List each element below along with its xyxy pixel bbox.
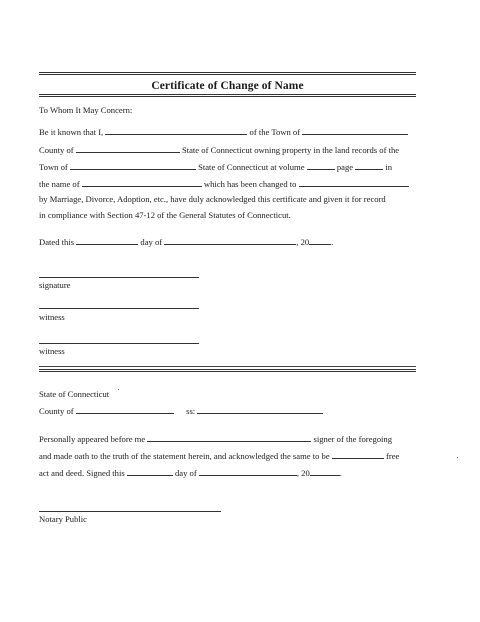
line-personally-appeared <box>39 432 392 445</box>
signed-year-field[interactable] <box>310 466 340 476</box>
line-made-oath <box>39 449 399 462</box>
text-town-of: Town of <box>39 162 68 172</box>
text-notary-county-of: County of <box>39 406 74 416</box>
appeared-name-field[interactable] <box>147 432 311 442</box>
notary-public-label: Notary Public <box>39 514 87 524</box>
notary-county-field[interactable] <box>76 404 174 414</box>
line-notary-county <box>39 404 323 417</box>
salutation: To Whom It May Concern: <box>39 105 133 115</box>
text-personally-appeared: Personally appeared before me <box>39 434 146 444</box>
dated-month-field[interactable] <box>164 235 296 245</box>
text-of-the-town-of: of the Town of <box>249 127 301 137</box>
witness-label-1: witness <box>39 312 65 322</box>
line-act-and-deed <box>39 466 342 479</box>
text-day-of: day of <box>140 237 163 247</box>
text-page: page <box>336 162 354 172</box>
text-made-oath: and made oath to the truth of the statement herein, and acknowledged the same to be <box>39 451 330 461</box>
signed-month-field[interactable] <box>199 466 297 476</box>
witness-label-2: witness <box>39 346 65 356</box>
notary-state: State of Connecticut <box>39 389 110 399</box>
scan-speck-2 <box>457 457 458 458</box>
text-notary-period: . <box>339 468 342 478</box>
county-field[interactable] <box>76 143 180 153</box>
signature-label: signature <box>39 280 71 290</box>
witness-line-1[interactable] <box>39 308 199 309</box>
former-name-field[interactable] <box>82 177 202 187</box>
text-notary-day-of: day of <box>175 468 197 478</box>
text-ss: ss: <box>186 406 196 416</box>
line-county <box>39 143 399 156</box>
top-double-rule <box>39 72 416 75</box>
signed-day-field[interactable] <box>127 466 173 476</box>
text-changed-to: which has been changed to <box>203 179 297 189</box>
notary-rule-top <box>39 366 416 367</box>
text-owning-property: State of Connecticut owning property in the land records of the <box>181 145 400 155</box>
text-county-of: County of <box>39 145 74 155</box>
town-field[interactable] <box>302 125 408 135</box>
volume-field[interactable] <box>307 160 335 170</box>
text-the-name-of: the name of <box>39 179 80 189</box>
line-name-changed <box>39 177 409 190</box>
line-compliance: in compliance with Section 47-12 of the General Statutes of Connecticut. <box>39 210 291 220</box>
text-notary-comma-20: , 20 <box>296 468 310 478</box>
dated-day-field[interactable] <box>76 235 138 245</box>
line-town-volume <box>39 160 392 173</box>
signature-line[interactable] <box>39 277 199 278</box>
document-title: Certificate of Change of Name <box>151 80 304 92</box>
witness-line-2[interactable] <box>39 343 199 344</box>
ss-field[interactable] <box>197 404 323 414</box>
title-double-rule <box>39 94 416 97</box>
name-field[interactable] <box>105 125 247 135</box>
notary-signature-line[interactable] <box>39 511 221 512</box>
line-by-marriage: by Marriage, Divorce, Adoption, etc., have duly acknowledged this certificate and given it for record <box>39 194 386 204</box>
text-signer: signer of the foregoing <box>313 434 393 444</box>
dated-year-field[interactable] <box>309 235 334 247</box>
text-period: . <box>331 237 334 247</box>
notary-double-rule <box>39 369 416 372</box>
line-be-it-known <box>39 125 408 138</box>
text-dated-this: Dated this <box>39 237 75 247</box>
text-comma-20: , 20 <box>296 237 310 247</box>
text-state-volume: State of Connecticut at volume <box>198 162 305 172</box>
text-be-it-known: Be it known that I, <box>39 127 104 137</box>
text-free: free <box>385 451 400 461</box>
scan-speck <box>118 389 119 390</box>
text-in: in <box>385 162 393 172</box>
his-her-field[interactable] <box>332 449 384 459</box>
new-name-field[interactable] <box>299 177 409 187</box>
text-act-and-deed: act and deed. Signed this <box>39 468 125 478</box>
page-field[interactable] <box>355 160 383 170</box>
land-records-town-field[interactable] <box>70 160 196 170</box>
line-dated <box>39 235 333 248</box>
